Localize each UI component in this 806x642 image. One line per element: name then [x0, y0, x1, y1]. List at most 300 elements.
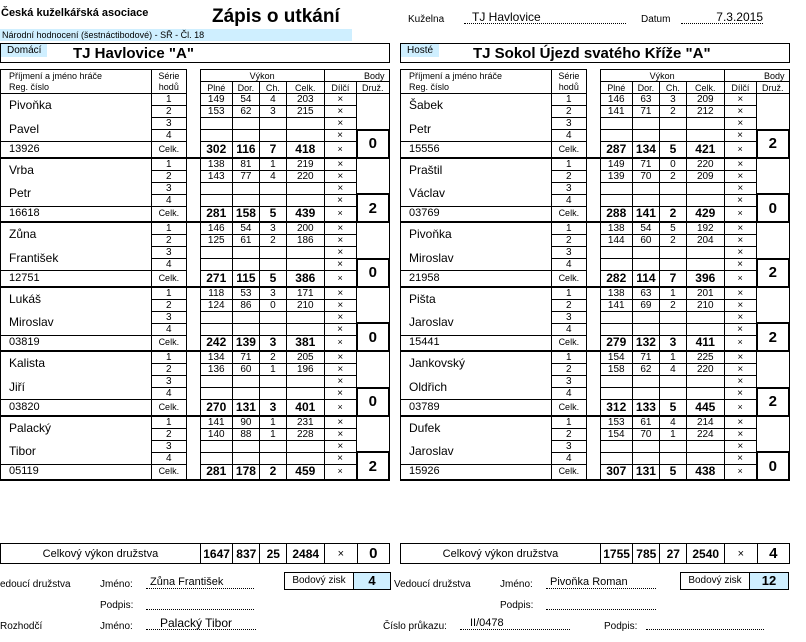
home-total-ch: 25	[260, 544, 287, 564]
home-tot-x: ×	[324, 464, 356, 480]
away-celk	[686, 311, 724, 323]
home-tot-dor: 139	[232, 335, 259, 351]
home-dor	[232, 182, 259, 194]
away-dor	[632, 118, 659, 130]
away-jmeno-label: Jméno:	[500, 579, 533, 590]
away-serie: 4	[552, 323, 587, 335]
home-leader-name: Zůna František	[146, 576, 254, 589]
away-leader-name: Pivoňka Roman	[546, 576, 656, 589]
away-total-celk: 2540	[687, 544, 725, 564]
home-dilci-x: ×	[324, 364, 356, 376]
home-player-reg: 16618	[1, 206, 152, 222]
home-plne	[200, 323, 232, 335]
away-dilci-x: ×	[724, 222, 756, 235]
away-ch: 4	[659, 416, 686, 429]
away-col-serie: Série	[552, 70, 587, 82]
away-tot-plne: 312	[600, 400, 632, 416]
home-total-celk: 2484	[287, 544, 325, 564]
away-dilci-x: ×	[724, 247, 756, 259]
away-player-last: Dufek	[401, 416, 552, 441]
away-tot-dor: 131	[632, 464, 659, 480]
home-results-table	[0, 69, 390, 481]
home-leader-label: edoucí družstva	[0, 579, 71, 590]
away-ch: 5	[659, 222, 686, 235]
home-tot-plne: 270	[200, 400, 232, 416]
away-player-last: Jankovský	[401, 351, 552, 376]
home-celk: 171	[286, 287, 324, 300]
home-dor: 77	[232, 170, 259, 182]
away-tot-ch: 5	[659, 464, 686, 480]
away-ch	[659, 182, 686, 194]
home-player-reg: 03819	[1, 335, 152, 351]
away-tot-plne: 287	[600, 142, 632, 158]
home-tot-dor: 158	[232, 206, 259, 222]
home-plne	[200, 118, 232, 130]
away-tot-ch: 5	[659, 142, 686, 158]
home-ch	[259, 194, 286, 206]
away-celk	[686, 440, 724, 452]
home-player-points: 0	[357, 259, 389, 287]
away-serie: 2	[552, 106, 587, 118]
away-tot-ch: 3	[659, 335, 686, 351]
away-plne: 139	[600, 170, 632, 182]
away-dor: 54	[632, 222, 659, 235]
away-team-name: TJ Sokol Újezd svatého Kříže "A"	[473, 45, 711, 62]
away-celk: 209	[686, 170, 724, 182]
away-dor: 71	[632, 158, 659, 171]
away-dor: 71	[632, 106, 659, 118]
home-dor	[232, 440, 259, 452]
home-serie: 4	[152, 452, 187, 464]
away-total-ch: 27	[660, 544, 687, 564]
away-serie: 1	[552, 416, 587, 429]
away-tot-celk: 411	[686, 335, 724, 351]
home-tot-x: ×	[324, 335, 356, 351]
away-dor: 61	[632, 416, 659, 429]
home-ch	[259, 311, 286, 323]
home-dilci-x: ×	[324, 323, 356, 335]
away-serie: 4	[552, 452, 587, 464]
away-ch: 1	[659, 428, 686, 440]
away-player-points: 2	[757, 259, 789, 287]
away-serie: 4	[552, 130, 587, 142]
away-serie: 3	[552, 440, 587, 452]
home-serie: 1	[152, 158, 187, 171]
away-serie: 1	[552, 94, 587, 106]
home-tot-plne: 242	[200, 335, 232, 351]
away-ch: 3	[659, 94, 686, 106]
home-jmeno-label: Jméno:	[100, 579, 133, 590]
referee-name: Palacký Tibor	[146, 617, 256, 630]
home-celk	[286, 323, 324, 335]
away-dor: 62	[632, 364, 659, 376]
home-dor	[232, 259, 259, 271]
home-tot-x: ×	[324, 271, 356, 287]
datum-label: Datum	[641, 14, 671, 25]
home-serie: 2	[152, 235, 187, 247]
home-dilci-x: ×	[324, 106, 356, 118]
home-bz-value: 4	[353, 572, 391, 590]
home-player-first: František	[1, 247, 152, 271]
home-player-last: Lukáš	[1, 287, 152, 312]
away-ch	[659, 452, 686, 464]
away-dor: 70	[632, 428, 659, 440]
home-dilci-x: ×	[324, 130, 356, 142]
home-serie: 4	[152, 388, 187, 400]
away-dilci-x: ×	[724, 416, 756, 429]
home-ch	[259, 118, 286, 130]
away-plne: 141	[600, 299, 632, 311]
away-tot-celk: 445	[686, 400, 724, 416]
home-plne	[200, 247, 232, 259]
home-ch	[259, 130, 286, 142]
away-col-dor: Dor.	[632, 82, 659, 94]
away-tot-x: ×	[724, 464, 756, 480]
away-plne	[600, 388, 632, 400]
home-serie: 4	[152, 194, 187, 206]
home-plne: 134	[200, 351, 232, 364]
away-dilci-x: ×	[724, 364, 756, 376]
home-total-label: Celkový výkon družstva	[1, 544, 201, 564]
home-total-label: Celk.	[152, 464, 187, 480]
home-serie: 1	[152, 222, 187, 235]
away-tot-x: ×	[724, 271, 756, 287]
away-ch: 1	[659, 287, 686, 300]
home-dilci-x: ×	[324, 235, 356, 247]
home-ch	[259, 323, 286, 335]
home-total-label: Celk.	[152, 206, 187, 222]
away-plne	[600, 311, 632, 323]
home-player-reg: 12751	[1, 271, 152, 287]
away-total-x: ×	[725, 544, 757, 564]
home-dor: 86	[232, 299, 259, 311]
away-player-first: Petr	[401, 118, 552, 142]
away-tot-celk: 421	[686, 142, 724, 158]
card-number: II/0478	[460, 617, 570, 630]
referee-jmeno-label: Jméno:	[100, 621, 133, 632]
away-total-label: Celk.	[552, 335, 587, 351]
away-dilci-x: ×	[724, 287, 756, 300]
home-dor: 71	[232, 351, 259, 364]
away-dilci-x: ×	[724, 351, 756, 364]
away-celk: 214	[686, 416, 724, 429]
home-plne: 153	[200, 106, 232, 118]
home-ch: 4	[259, 170, 286, 182]
home-serie: 1	[152, 94, 187, 106]
away-col-reg: Reg. číslo	[401, 82, 552, 94]
home-ch: 4	[259, 94, 286, 106]
away-dor	[632, 452, 659, 464]
home-dilci-x: ×	[324, 222, 356, 235]
home-bz-label: Bodový zisk	[284, 572, 354, 590]
away-tot-dor: 114	[632, 271, 659, 287]
home-serie: 3	[152, 182, 187, 194]
away-dilci-x: ×	[724, 388, 756, 400]
away-tag: Hosté	[401, 44, 439, 57]
home-plne	[200, 182, 232, 194]
home-ch: 1	[259, 158, 286, 171]
home-dilci-x: ×	[324, 158, 356, 171]
away-player-points: 2	[757, 388, 789, 416]
home-col-reg: Reg. číslo	[1, 82, 152, 94]
home-total-label: Celk.	[152, 271, 187, 287]
away-col-plne: Plné	[600, 82, 632, 94]
home-celk	[286, 388, 324, 400]
home-player-points: 0	[357, 130, 389, 158]
home-dor: 90	[232, 416, 259, 429]
home-player-points: 2	[357, 452, 389, 480]
page-title: Zápis o utkání	[212, 6, 340, 27]
away-player-reg: 03789	[401, 400, 552, 416]
away-dilci-x: ×	[724, 428, 756, 440]
home-dor	[232, 247, 259, 259]
away-dilci-x: ×	[724, 323, 756, 335]
home-ch	[259, 376, 286, 388]
home-tot-ch: 5	[259, 271, 286, 287]
away-serie: 2	[552, 428, 587, 440]
away-plne	[600, 440, 632, 452]
away-celk: 209	[686, 94, 724, 106]
away-serie: 3	[552, 182, 587, 194]
home-celk	[286, 440, 324, 452]
away-serie: 4	[552, 259, 587, 271]
away-col-dilci: Dílčí	[724, 82, 756, 94]
home-total-dor: 837	[233, 544, 260, 564]
home-col-vykon: Výkon	[200, 70, 324, 82]
away-celk	[686, 376, 724, 388]
away-dilci-x: ×	[724, 130, 756, 142]
away-dor	[632, 440, 659, 452]
home-plne: 138	[200, 158, 232, 171]
away-serie: 2	[552, 364, 587, 376]
away-podpis-label: Podpis:	[500, 600, 534, 611]
home-player-points: 0	[357, 323, 389, 351]
away-serie: 1	[552, 222, 587, 235]
away-ch: 4	[659, 364, 686, 376]
home-serie: 2	[152, 428, 187, 440]
home-ch: 3	[259, 222, 286, 235]
away-dilci-x: ×	[724, 259, 756, 271]
away-tot-celk: 396	[686, 271, 724, 287]
home-tot-celk: 401	[286, 400, 324, 416]
home-celk: 215	[286, 106, 324, 118]
home-dor	[232, 376, 259, 388]
away-player-points: 0	[757, 452, 789, 480]
away-tot-celk: 438	[686, 464, 724, 480]
away-col-celk: Celk.	[686, 82, 724, 94]
away-tot-x: ×	[724, 206, 756, 222]
home-plne: 136	[200, 364, 232, 376]
home-player-last: Palacký	[1, 416, 152, 441]
home-player-first: Tibor	[1, 440, 152, 464]
home-serie: 4	[152, 130, 187, 142]
home-dor	[232, 323, 259, 335]
home-total-points: 0	[357, 544, 389, 564]
home-ch: 3	[259, 106, 286, 118]
away-ch	[659, 118, 686, 130]
away-tot-x: ×	[724, 335, 756, 351]
away-plne: 154	[600, 351, 632, 364]
home-col-serie: Série	[152, 70, 187, 82]
home-ch	[259, 182, 286, 194]
away-plne: 138	[600, 287, 632, 300]
league-label: Národní hodnocení (šestnáctibodové) - SŘ - Čl. 18	[0, 29, 352, 41]
home-celk: 220	[286, 170, 324, 182]
home-plne: 125	[200, 235, 232, 247]
away-dor	[632, 388, 659, 400]
home-serie: 3	[152, 118, 187, 130]
home-celk	[286, 130, 324, 142]
away-dilci-x: ×	[724, 106, 756, 118]
away-dor: 71	[632, 351, 659, 364]
away-player-first: Jaroslav	[401, 440, 552, 464]
away-player-last: Praštil	[401, 158, 552, 183]
home-total-label: Celk.	[152, 400, 187, 416]
home-ch: 2	[259, 351, 286, 364]
away-tot-dor: 133	[632, 400, 659, 416]
home-col-plne: Plné	[200, 82, 232, 94]
home-dilci-x: ×	[324, 94, 356, 106]
away-total-label: Celk.	[552, 206, 587, 222]
home-plne: 141	[200, 416, 232, 429]
home-plne: 146	[200, 222, 232, 235]
home-dor: 54	[232, 222, 259, 235]
home-tot-ch: 3	[259, 335, 286, 351]
kuzelna-value: TJ Havlovice	[464, 11, 626, 24]
home-dilci-x: ×	[324, 416, 356, 429]
away-player-first: Oldřich	[401, 376, 552, 400]
home-serie: 2	[152, 106, 187, 118]
home-player-first: Petr	[1, 182, 152, 206]
home-plne: 118	[200, 287, 232, 300]
away-col-name: Příjmení a jméno hráče	[401, 70, 552, 82]
away-tot-plne: 282	[600, 271, 632, 287]
home-dilci-x: ×	[324, 440, 356, 452]
away-dilci-x: ×	[724, 235, 756, 247]
home-player-reg: 13926	[1, 142, 152, 158]
home-dilci-x: ×	[324, 170, 356, 182]
home-dor: 54	[232, 94, 259, 106]
home-plne: 143	[200, 170, 232, 182]
home-col-celk: Celk.	[286, 82, 324, 94]
home-plne: 149	[200, 94, 232, 106]
home-ch: 2	[259, 235, 286, 247]
home-tot-dor: 131	[232, 400, 259, 416]
home-dor	[232, 452, 259, 464]
home-ch	[259, 259, 286, 271]
away-total-label: Celk.	[552, 400, 587, 416]
home-plne	[200, 194, 232, 206]
away-plne: 141	[600, 106, 632, 118]
home-tot-plne: 281	[200, 206, 232, 222]
away-plne: 153	[600, 416, 632, 429]
away-dor	[632, 194, 659, 206]
home-serie: 2	[152, 170, 187, 182]
home-tot-celk: 386	[286, 271, 324, 287]
home-dilci-x: ×	[324, 376, 356, 388]
away-dilci-x: ×	[724, 376, 756, 388]
away-total-plne: 1755	[600, 544, 632, 564]
away-tot-plne: 307	[600, 464, 632, 480]
away-plne	[600, 247, 632, 259]
away-team-band	[400, 43, 790, 63]
away-ch: 2	[659, 235, 686, 247]
away-total-dor: 785	[633, 544, 660, 564]
home-podpis-line	[146, 597, 254, 610]
away-dor: 63	[632, 287, 659, 300]
home-celk	[286, 194, 324, 206]
away-serie: 1	[552, 287, 587, 300]
home-tot-x: ×	[324, 400, 356, 416]
home-celk: 186	[286, 235, 324, 247]
away-plne	[600, 259, 632, 271]
away-celk: 210	[686, 299, 724, 311]
home-celk: 219	[286, 158, 324, 171]
home-celk	[286, 259, 324, 271]
away-plne	[600, 452, 632, 464]
home-plne	[200, 376, 232, 388]
away-celk: 225	[686, 351, 724, 364]
home-dor	[232, 388, 259, 400]
home-ch	[259, 247, 286, 259]
referee-podpis-label: Podpis:	[604, 621, 638, 632]
home-dilci-x: ×	[324, 194, 356, 206]
away-celk	[686, 194, 724, 206]
home-total-x: ×	[325, 544, 357, 564]
away-total-label: Celkový výkon družstva	[401, 544, 601, 564]
away-plne: 158	[600, 364, 632, 376]
home-dilci-x: ×	[324, 452, 356, 464]
away-serie: 2	[552, 299, 587, 311]
away-dilci-x: ×	[724, 299, 756, 311]
home-dilci-x: ×	[324, 428, 356, 440]
away-celk	[686, 118, 724, 130]
away-ch	[659, 194, 686, 206]
home-plne: 140	[200, 428, 232, 440]
away-celk: 192	[686, 222, 724, 235]
home-plne	[200, 259, 232, 271]
away-dor	[632, 247, 659, 259]
away-bz-label: Bodový zisk	[680, 572, 750, 590]
home-total-label: Celk.	[152, 142, 187, 158]
away-serie: 4	[552, 388, 587, 400]
home-dor	[232, 118, 259, 130]
home-ch	[259, 388, 286, 400]
home-celk: 196	[286, 364, 324, 376]
home-tot-plne: 281	[200, 464, 232, 480]
home-plne	[200, 440, 232, 452]
away-total-row	[400, 543, 790, 564]
home-tot-plne: 271	[200, 271, 232, 287]
away-celk	[686, 182, 724, 194]
home-dor	[232, 311, 259, 323]
home-plne	[200, 388, 232, 400]
away-dilci-x: ×	[724, 452, 756, 464]
away-podpis-line	[546, 597, 656, 610]
away-dor	[632, 182, 659, 194]
away-dor	[632, 311, 659, 323]
home-col-ch: Ch.	[259, 82, 286, 94]
away-ch	[659, 440, 686, 452]
away-total-points: 4	[757, 544, 789, 564]
home-total-plne: 1647	[200, 544, 232, 564]
away-player-last: Pišta	[401, 287, 552, 312]
home-ch	[259, 452, 286, 464]
home-team-name: TJ Havlovice "A"	[73, 45, 194, 62]
home-tot-x: ×	[324, 206, 356, 222]
home-celk	[286, 452, 324, 464]
away-plne	[600, 376, 632, 388]
